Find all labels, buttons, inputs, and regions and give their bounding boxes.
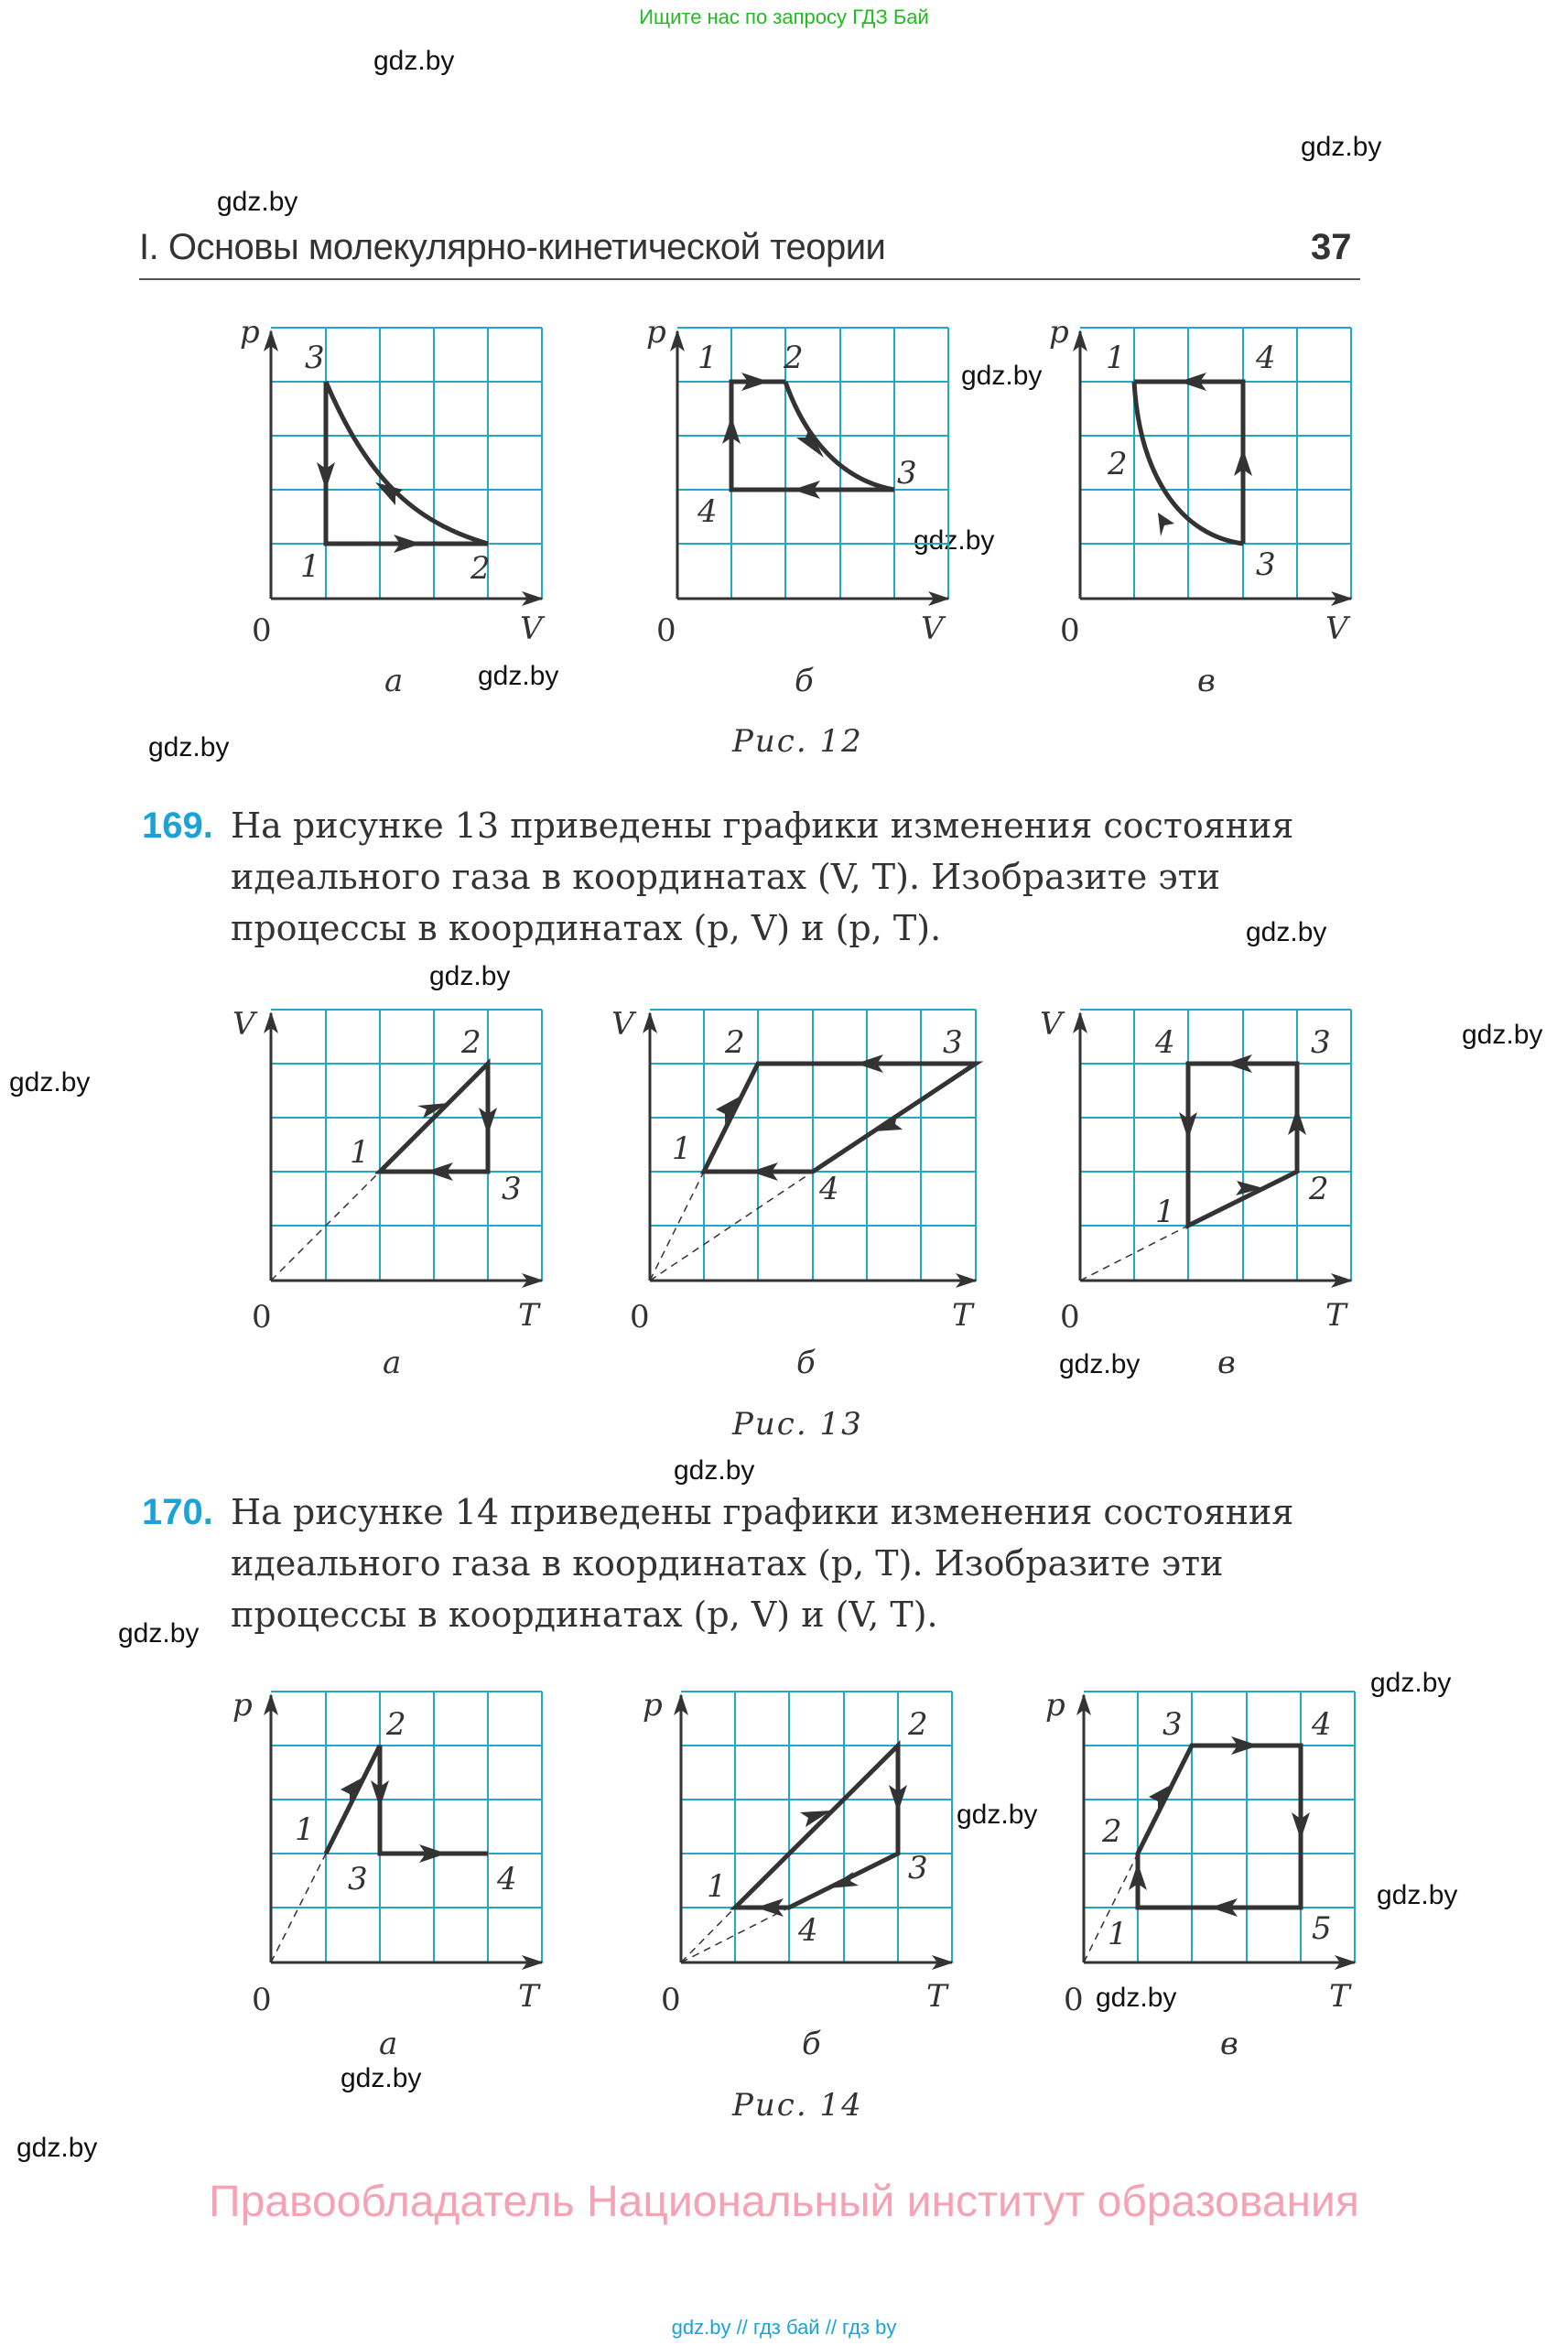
watermark: gdz.by bbox=[341, 2063, 422, 2093]
origin-label: 0 bbox=[1060, 1299, 1080, 1335]
point-label: 3 bbox=[305, 340, 325, 376]
problem-text-line: идеального газа в координатах (p, T). Изобразите эти bbox=[231, 1543, 1224, 1584]
point-label: 3 bbox=[502, 1171, 522, 1207]
panel-letter: б bbox=[795, 663, 814, 699]
y-axis-label: V bbox=[611, 1006, 634, 1043]
problem-text-line: На рисунке 14 приведены графики изменения состояния bbox=[231, 1492, 1294, 1532]
point-label: 4 bbox=[1312, 1706, 1332, 1743]
figure-caption: Рис. 14 bbox=[732, 2087, 863, 2124]
y-axis-label: V bbox=[232, 1006, 255, 1043]
process-path bbox=[1138, 1746, 1301, 1908]
origin-label: 0 bbox=[1060, 612, 1080, 649]
y-axis-label: p bbox=[646, 314, 666, 351]
rights-holder-note: Правообладатель Национальный институт образования bbox=[209, 2178, 1359, 2226]
arrow-markers bbox=[341, 1777, 447, 1863]
watermark: gdz.by bbox=[1462, 1020, 1543, 1050]
point-label: 3 bbox=[897, 455, 917, 492]
figure-caption: Рис. 13 bbox=[732, 1406, 863, 1443]
point-label: 3 bbox=[1311, 1024, 1331, 1061]
y-axis-label: p bbox=[232, 1687, 253, 1724]
watermark: gdz.by bbox=[1246, 917, 1327, 947]
panel-letter: в bbox=[1220, 2026, 1238, 2062]
point-label: 2 bbox=[1102, 1813, 1122, 1850]
y-axis-label: p bbox=[240, 314, 260, 351]
point-label: 4 bbox=[819, 1171, 839, 1207]
bottom-links[interactable]: gdz.by // гдз бай // гдз by bbox=[671, 2316, 897, 2339]
y-axis-label: p bbox=[1045, 1687, 1065, 1724]
process-path bbox=[326, 382, 488, 544]
watermark: gdz.by bbox=[1377, 1880, 1458, 1910]
panel-letter: б bbox=[796, 1345, 816, 1381]
fig14-panel-b bbox=[643, 1687, 952, 2062]
point-label: 2 bbox=[908, 1706, 928, 1743]
watermark: gdz.by bbox=[429, 961, 511, 991]
watermark: gdz.by bbox=[118, 1618, 200, 1649]
point-label: 2 bbox=[470, 550, 491, 587]
arrow-markers bbox=[1158, 373, 1252, 536]
problem-number: 170. bbox=[142, 1492, 213, 1532]
point-label: 3 bbox=[1256, 546, 1276, 583]
top-search-note: Ищите нас по запросу ГДЗ Бай bbox=[639, 5, 929, 28]
point-label: 2 bbox=[1309, 1171, 1329, 1207]
x-axis-label: T bbox=[518, 1297, 539, 1334]
fig12-panel-b bbox=[646, 314, 948, 699]
x-axis-label: V bbox=[520, 611, 543, 647]
problem-number: 169. bbox=[142, 805, 213, 846]
point-label: 3 bbox=[943, 1024, 963, 1061]
point-label: 4 bbox=[697, 493, 718, 530]
panel-letter: в bbox=[1197, 663, 1216, 699]
fig13-panel-b bbox=[611, 1006, 976, 1381]
arrow-markers bbox=[756, 1785, 907, 1917]
x-axis-label: T bbox=[518, 1978, 539, 2015]
watermark: gdz.by bbox=[961, 361, 1043, 391]
x-axis-label: T bbox=[1325, 1297, 1346, 1334]
y-axis-label: p bbox=[643, 1687, 663, 1724]
point-label: 2 bbox=[386, 1706, 406, 1743]
origin-label: 0 bbox=[252, 612, 272, 649]
origin-label: 0 bbox=[252, 1299, 272, 1335]
arrow-markers bbox=[417, 1103, 497, 1181]
point-label: 2 bbox=[725, 1024, 745, 1061]
point-label: 1 bbox=[707, 1868, 727, 1905]
watermark: gdz.by bbox=[16, 2133, 98, 2163]
panel-letter: а bbox=[384, 663, 404, 699]
panel-letter: а bbox=[383, 1345, 402, 1381]
point-label: 4 bbox=[1155, 1024, 1175, 1061]
origin-label: 0 bbox=[656, 612, 676, 649]
fig12-panel-a bbox=[240, 314, 546, 699]
point-label: 5 bbox=[1312, 1910, 1332, 1947]
origin-label: 0 bbox=[630, 1299, 650, 1335]
watermark: gdz.by bbox=[1059, 1349, 1141, 1379]
fig12-panel-v bbox=[1049, 314, 1351, 699]
origin-label: 0 bbox=[661, 1982, 681, 2018]
point-label: 1 bbox=[295, 1811, 315, 1848]
point-label: 4 bbox=[1256, 340, 1276, 376]
watermark: gdz.by bbox=[1096, 1983, 1177, 2013]
watermark: gdz.by bbox=[373, 46, 455, 76]
x-axis-label: V bbox=[921, 611, 944, 647]
point-label: 2 bbox=[1108, 446, 1128, 482]
point-label: 1 bbox=[697, 340, 718, 376]
figure-14 bbox=[0, 1675, 1568, 2078]
arrow-markers bbox=[317, 462, 421, 553]
figure-caption: Рис. 12 bbox=[732, 723, 863, 760]
fig13-panel-a bbox=[232, 1006, 542, 1381]
watermark: gdz.by bbox=[674, 1455, 755, 1486]
point-label: 1 bbox=[1108, 1916, 1128, 1952]
point-label: 1 bbox=[350, 1134, 370, 1171]
x-axis-label: T bbox=[1329, 1978, 1350, 2015]
page-number: 37 bbox=[1311, 227, 1352, 267]
figure-12 bbox=[0, 302, 1568, 778]
point-label: 1 bbox=[1155, 1194, 1175, 1230]
watermark: gdz.by bbox=[1370, 1668, 1452, 1698]
header-rule bbox=[139, 278, 1360, 280]
point-label: 4 bbox=[798, 1912, 818, 1949]
x-axis-label: T bbox=[952, 1297, 973, 1334]
fig14-panel-v bbox=[1045, 1687, 1355, 2062]
point-label: 1 bbox=[1106, 340, 1126, 376]
problem-text-line: идеального газа в координатах (V, T). Изобразите эти bbox=[231, 857, 1220, 897]
fig13-panel-v bbox=[1040, 1006, 1351, 1381]
y-axis-label: p bbox=[1049, 314, 1069, 351]
point-label: 4 bbox=[497, 1861, 517, 1897]
watermark: gdz.by bbox=[148, 732, 230, 762]
problem-text-line: процессы в координатах (p, V) и (V, T). bbox=[231, 1595, 938, 1635]
watermark: gdz.by bbox=[957, 1800, 1038, 1830]
watermark: gdz.by bbox=[478, 661, 559, 691]
x-axis-label: T bbox=[926, 1978, 947, 2015]
running-title: I. Основы молекулярно-кинетической теории bbox=[139, 227, 886, 267]
point-label: 3 bbox=[348, 1861, 368, 1897]
origin-label: 0 bbox=[1064, 1982, 1084, 2018]
point-label: 1 bbox=[300, 548, 320, 585]
arrow-markers bbox=[1129, 1736, 1310, 1917]
grid bbox=[650, 1010, 976, 1281]
process-path bbox=[735, 1746, 898, 1908]
point-label: 1 bbox=[672, 1130, 692, 1167]
y-axis-label: V bbox=[1040, 1006, 1063, 1043]
watermark: gdz.by bbox=[1301, 132, 1382, 162]
panel-letter: а bbox=[379, 2026, 398, 2062]
watermark: gdz.by bbox=[217, 187, 298, 217]
watermark: gdz.by bbox=[9, 1067, 91, 1097]
point-label: 2 bbox=[461, 1024, 481, 1061]
point-label: 2 bbox=[784, 340, 804, 376]
origin-label: 0 bbox=[252, 1982, 272, 2018]
panel-letter: б bbox=[802, 2026, 821, 2062]
point-label: 3 bbox=[908, 1850, 928, 1887]
fig14-panel-a bbox=[232, 1687, 542, 2062]
problem-text-line: На рисунке 13 приведены графики изменения состояния bbox=[231, 805, 1294, 846]
problem-text-line: процессы в координатах (p, V) и (p, T). bbox=[231, 908, 942, 948]
watermark: gdz.by bbox=[914, 525, 995, 556]
figure-13 bbox=[0, 993, 1568, 1396]
panel-letter: в bbox=[1217, 1345, 1236, 1381]
point-label: 3 bbox=[1162, 1706, 1183, 1743]
x-axis-label: V bbox=[1325, 611, 1348, 647]
